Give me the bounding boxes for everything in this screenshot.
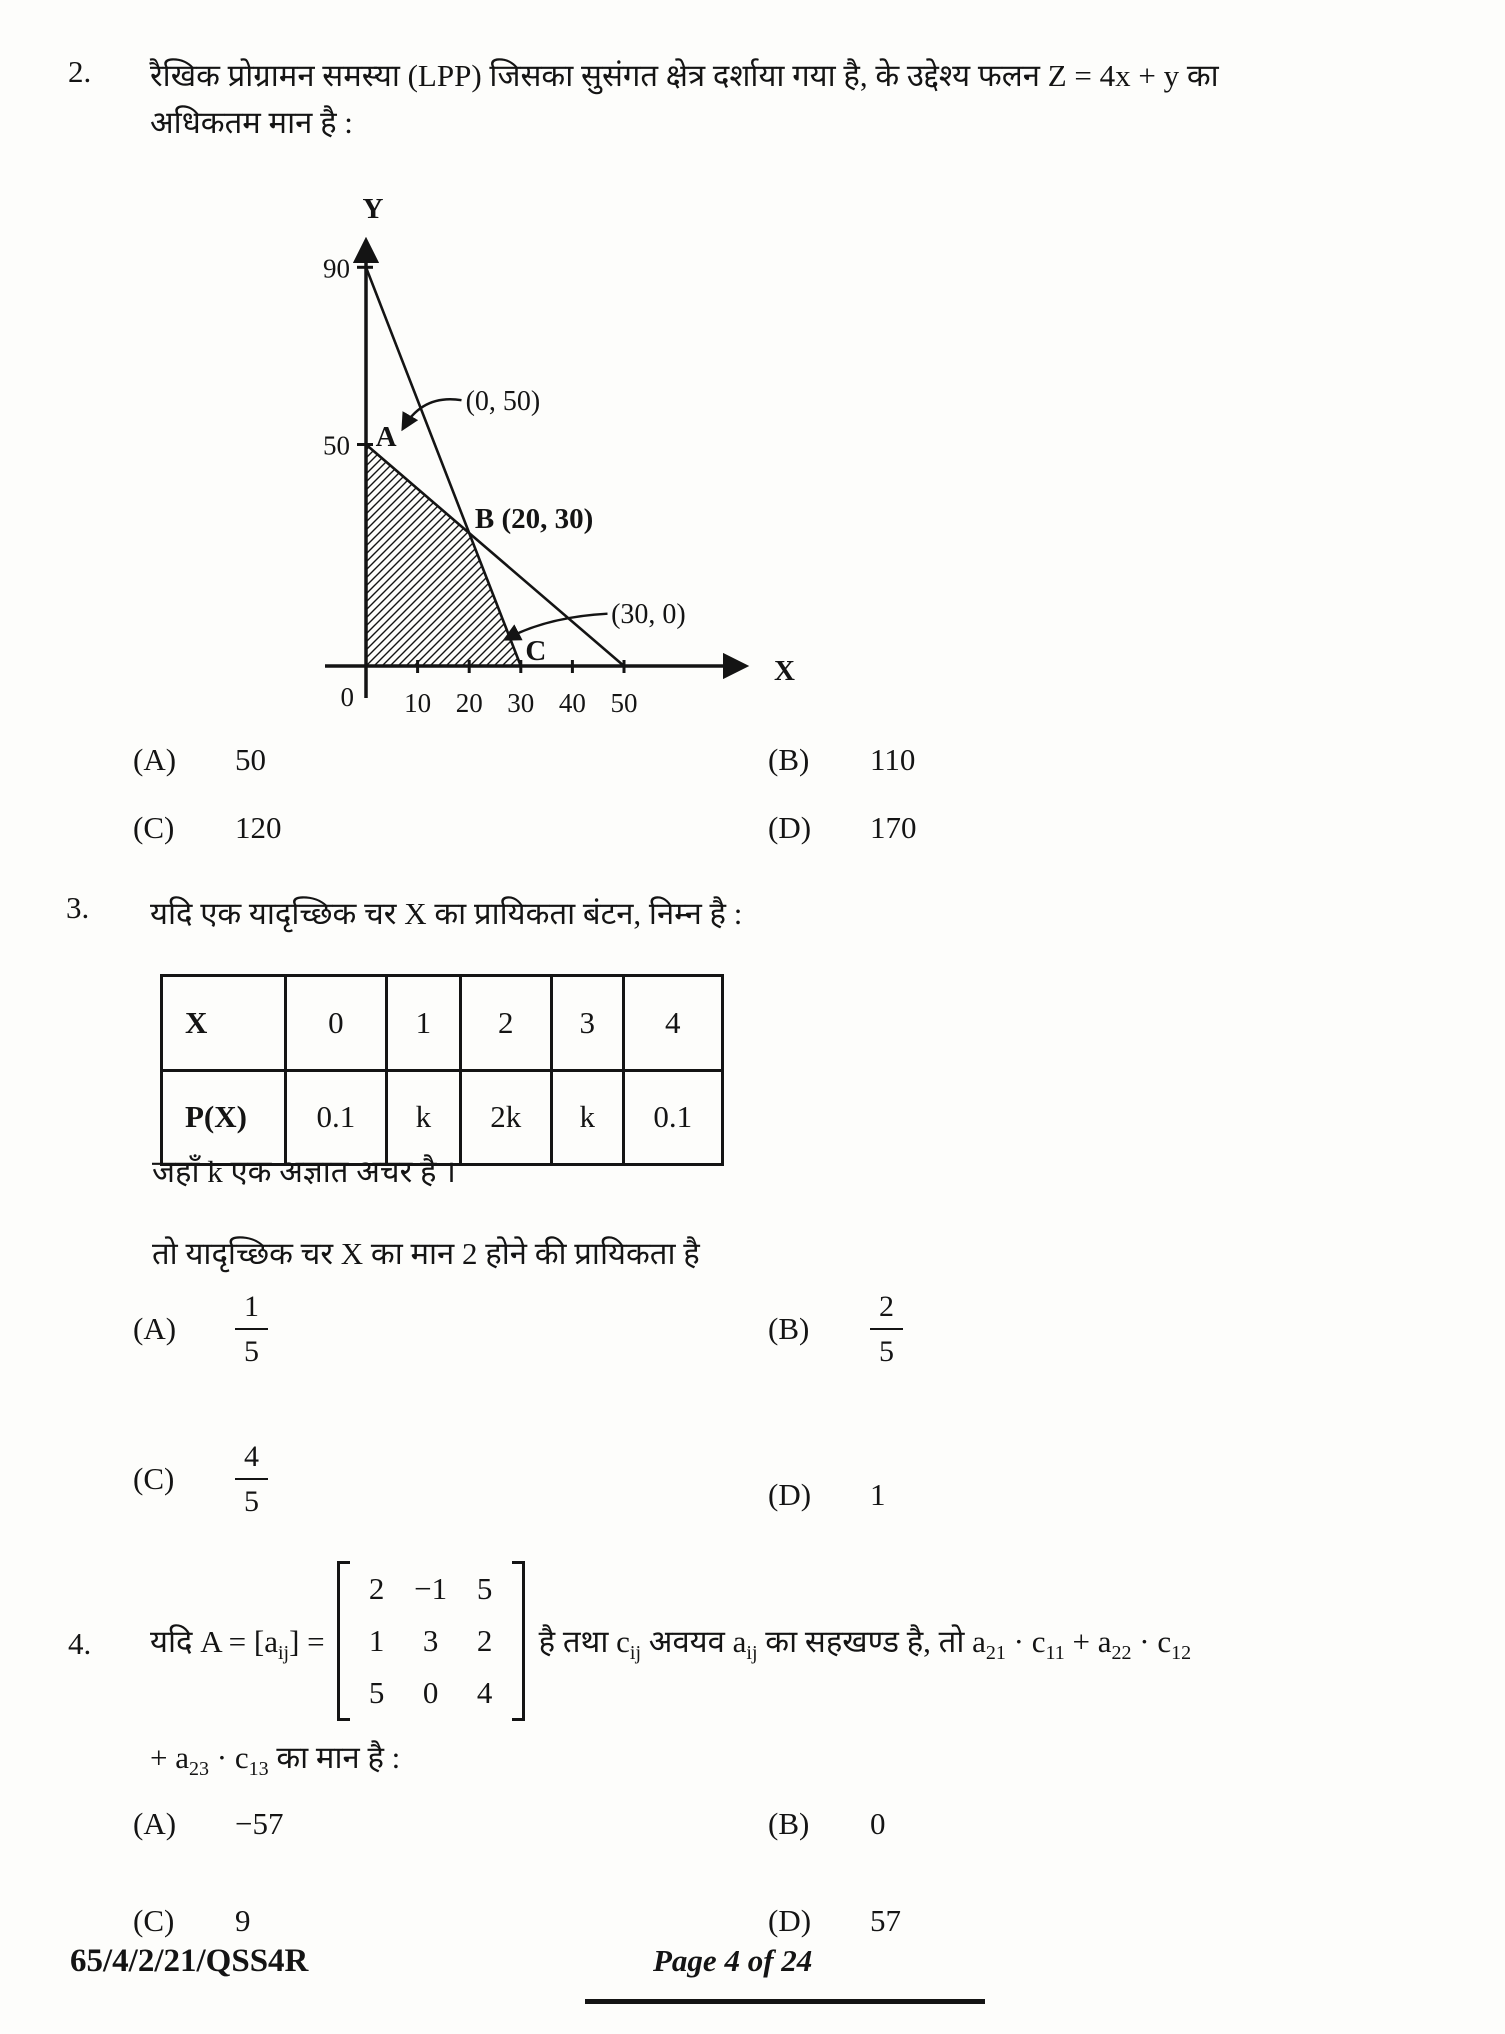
tick-label: 50: [610, 688, 638, 718]
option-value: 9: [235, 1903, 251, 1938]
matrix-left-bracket: [337, 1561, 350, 1721]
matrix-cell: 2: [368, 1571, 385, 1606]
q2-option-a: [133, 742, 266, 778]
table-cell: 2: [460, 976, 551, 1071]
q3-subtext1: जहाँ k एक अज्ञात अचर है ।: [152, 1154, 456, 1189]
option-letter: (D): [768, 810, 812, 845]
option-value: 50: [235, 742, 266, 777]
fraction-denominator: 5: [879, 1334, 894, 1368]
q4-text-line2: + $a_{23} \cdot c_{13}$ का मान है :: [150, 1740, 401, 1781]
option-letter: (B): [768, 1806, 810, 1841]
tick-label: 50: [323, 430, 350, 461]
matrix-cell: 1: [368, 1623, 385, 1658]
option-value: 0: [870, 1806, 886, 1841]
q3-number: 3.: [66, 890, 90, 925]
probability-table: [160, 974, 724, 1166]
point-label: A: [375, 421, 397, 454]
option-letter: (A): [133, 1311, 177, 1347]
callout-arrow: [403, 399, 461, 428]
callout-arrow: [506, 614, 608, 639]
fraction: [870, 1290, 903, 1368]
table-cell: 0.1: [623, 1070, 723, 1165]
point-label: B (20, 30): [474, 503, 594, 535]
lpp-graph: [228, 140, 818, 740]
axis-letter: Y: [362, 193, 384, 225]
table-cell: k: [552, 1070, 624, 1165]
q2-option-d: [768, 810, 917, 846]
q4-option-b: [768, 1806, 886, 1842]
table-cell: X: [162, 976, 286, 1071]
matrix-right-bracket: [512, 1561, 525, 1721]
option-value: 170: [870, 810, 917, 845]
table-cell: 3: [552, 976, 624, 1071]
q3-option-d: [768, 1477, 886, 1513]
option-letter: (D): [768, 1903, 812, 1938]
footer-underline: [585, 1999, 985, 2004]
fraction-numerator: 1: [235, 1290, 268, 1330]
matrix-a: [337, 1561, 525, 1721]
q4-option-c: [133, 1903, 251, 1939]
axis-letter: X: [774, 655, 795, 687]
option-value: −57: [235, 1806, 284, 1841]
q3-option-a: [133, 1290, 268, 1368]
tick-label: 10: [404, 688, 432, 718]
feasible-region: [366, 445, 521, 667]
tick-label: 30: [507, 688, 535, 718]
tick-label: 90: [323, 253, 350, 284]
table-cell: 4: [623, 976, 723, 1071]
table-cell: P(X): [162, 1070, 286, 1165]
table-cell: 1: [387, 976, 460, 1071]
tick-label: 0: [340, 682, 354, 712]
q2-number: 2.: [68, 54, 92, 89]
option-letter: (B): [768, 1311, 810, 1347]
table-cell: 2k: [460, 1070, 551, 1165]
q4-option-a: [133, 1806, 283, 1842]
option-letter: (B): [768, 742, 810, 777]
q4-number: 4.: [68, 1626, 92, 1661]
option-letter: (A): [133, 1806, 177, 1841]
q2-option-c: [133, 810, 282, 846]
q4-line2: [150, 1736, 401, 1781]
coord-label: (0, 50): [465, 386, 541, 418]
q4-text-post: है तथा $c_{ij}$ अवयव $a_{ij}$ का सहखण्ड है, तो $a_{21} \cdot c_{11} + a_{22} \cdot c_{12}$: [538, 1624, 1192, 1665]
fraction: [235, 1290, 268, 1368]
q4-text-pre: यदि $A = [a_{ij}]$ =: [150, 1624, 325, 1665]
matrix-cell: 4: [476, 1675, 493, 1710]
paper-code: 65/4/2/21/QSS4R: [70, 1943, 309, 1979]
matrix-cell: 5: [368, 1675, 385, 1710]
option-letter: (C): [133, 810, 175, 845]
table-cell: 0: [285, 976, 386, 1071]
matrix-cells: [350, 1561, 512, 1721]
option-value: 1: [870, 1477, 886, 1512]
option-letter: (C): [133, 1461, 175, 1497]
matrix-cell: 0: [422, 1675, 439, 1710]
tick-label: 20: [455, 688, 483, 718]
fraction-denominator: 5: [244, 1334, 259, 1368]
table-row: [162, 976, 723, 1071]
matrix-cell: 2: [476, 1623, 493, 1658]
page-indicator: Page 4 of 24: [653, 1943, 813, 1978]
q4-line1: [150, 1556, 1191, 1726]
q3-option-c: [133, 1440, 268, 1518]
q2-text: [150, 52, 1500, 146]
fraction-numerator: 4: [235, 1440, 268, 1480]
option-value: 120: [235, 810, 282, 845]
q3-text: यदि एक यादृच्छिक चर X का प्रायिकता बंटन, निम्न है :: [150, 896, 743, 931]
q2-text-line1: रैखिक प्रोग्रामन समस्या (LPP) जिसका सुसंगत क्षेत्र दर्शाया गया है, के उद्देश्य फलन Z = 4x + y का: [150, 58, 1219, 93]
option-letter: (C): [133, 1903, 175, 1938]
option-value: 57: [870, 1903, 901, 1938]
fraction-denominator: 5: [244, 1484, 259, 1518]
coord-label: (30, 0): [611, 598, 686, 630]
matrix-cell: 3: [422, 1623, 439, 1658]
q3-subtext2: तो यादृच्छिक चर X का मान 2 होने की प्रायिकता है: [152, 1236, 700, 1271]
q2-text-line2: अधिकतम मान है :: [150, 105, 353, 140]
q2-option-b: [768, 742, 915, 778]
table-cell: 0.1: [285, 1070, 386, 1165]
point-label: C: [525, 635, 547, 668]
tick-label: 40: [558, 688, 586, 718]
matrix-cell: −1: [414, 1571, 448, 1606]
fraction: [235, 1440, 268, 1518]
fraction-numerator: 2: [870, 1290, 903, 1330]
matrix-cell: 5: [476, 1571, 493, 1606]
option-value: 110: [870, 742, 916, 777]
table-cell: k: [387, 1070, 460, 1165]
option-letter: (A): [133, 742, 177, 777]
option-letter: (D): [768, 1477, 812, 1512]
q4-option-d: [768, 1903, 901, 1939]
q3-option-b: [768, 1290, 903, 1368]
